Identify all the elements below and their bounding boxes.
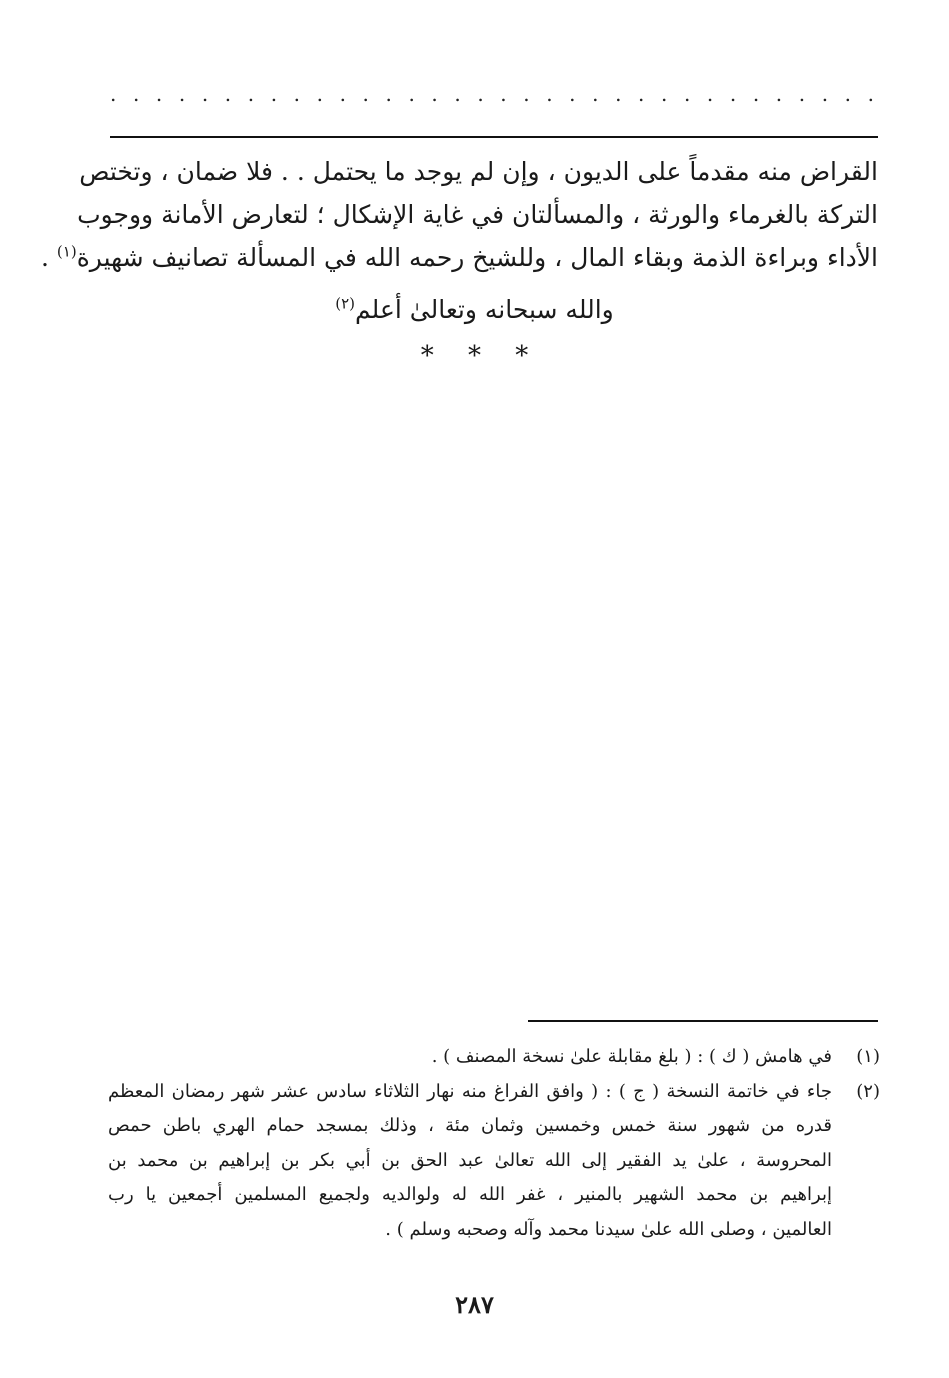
closing-phrase — [0, 290, 949, 330]
footnote-rule — [528, 1020, 878, 1022]
header-dotted-line: . . . . . . . . . . . . . . . . . . . . . . . . . . . . . . . . . . — [110, 82, 878, 106]
body-line-3-end: . — [41, 243, 57, 272]
page-number: ٢٨٧ — [455, 1290, 494, 1319]
footnote-line: إبراهيم بن محمد الشهير بالمنير ، غفر الله له ولوالديه ولجميع المسلمين أجمعين يا رب — [108, 1184, 832, 1205]
body-line-3-text: الأداء وبراءة الذمة وبقاء المال ، وللشيخ رحمه الله في المسألة تصانيف شهيرة — [76, 243, 878, 272]
footnote-ref-2[interactable]: (٢) — [335, 294, 356, 313]
footnote-2 — [108, 1075, 880, 1248]
footnote-ref-1[interactable]: (١) — [56, 242, 77, 261]
body-line-2: التركة بالغرماء والورثة ، والمسألتان في غاية الإشكال ؛ لتعارض الأمانة ووجوب — [77, 200, 878, 229]
footnote-line: في هامش ( ك ) : ( بلغ مقابلة علىٰ نسخة المصنف ) . — [431, 1046, 832, 1067]
footnotes — [108, 1040, 880, 1247]
main-text — [41, 150, 878, 279]
footnote-line: المحروسة ، علىٰ يد الفقير إلى الله تعالىٰ عبد الحق بن أبي بكر بن إبراهيم بن محمد بن — [108, 1149, 832, 1171]
footnote-1 — [108, 1040, 880, 1075]
footnote-line: قدره من شهور سنة خمس وخمسين وثمان مئة ، وذلك بمسجد حمام الهري باطن حمص — [108, 1115, 832, 1136]
footnote-number: (٢) — [856, 1080, 880, 1102]
header-rule — [110, 136, 878, 138]
section-separator: * * * — [420, 341, 529, 371]
closing-text: والله سبحانه وتعالىٰ أعلم — [355, 295, 614, 324]
footnote-line: العالمين ، وصلى الله علىٰ سيدنا محمد وآله وصحبه وسلم ) . — [385, 1218, 832, 1240]
body-line-1: القراض منه مقدماً على الديون ، وإن لم يوجد ما يحتمل . . فلا ضمان ، وتختص — [79, 157, 878, 186]
body-line-3 — [41, 236, 878, 279]
footnote-number: (١) — [856, 1046, 880, 1067]
footnote-line: جاء في خاتمة النسخة ( ج ) : ( وافق الفراغ منه نهار الثلاثاء سادس عشر شهر رمضان المعظم — [108, 1080, 832, 1102]
